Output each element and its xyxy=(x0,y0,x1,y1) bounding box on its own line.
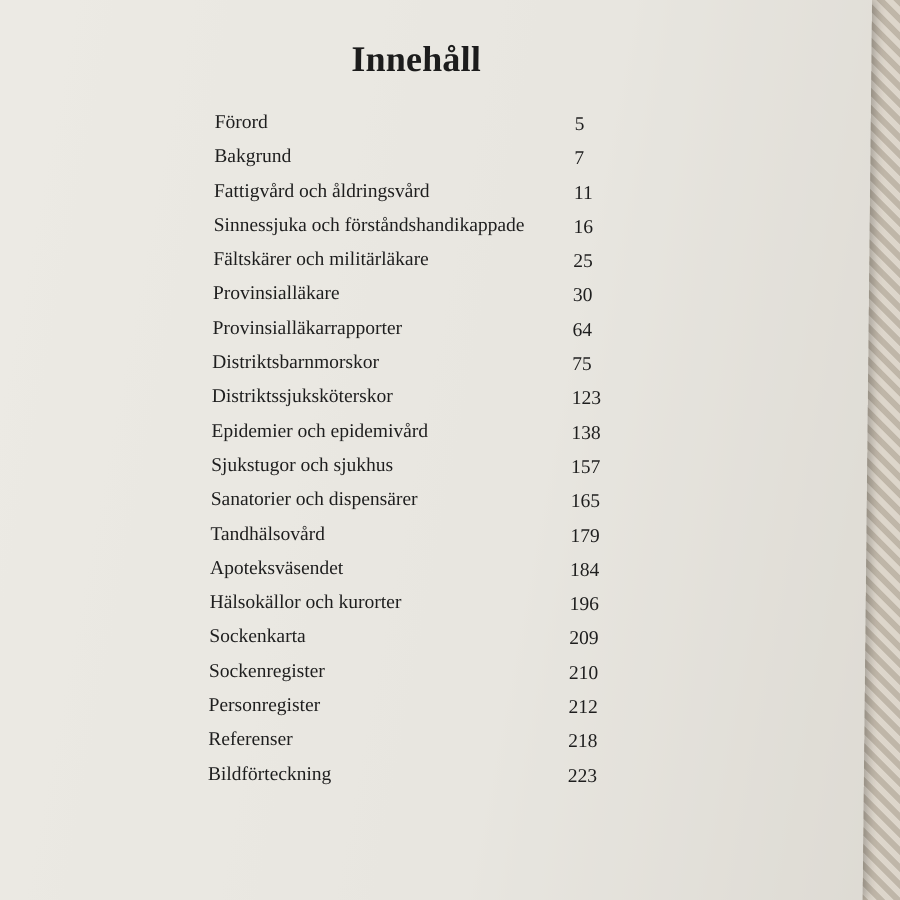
toc-entry-page: 75 xyxy=(572,354,592,376)
toc-entry-title: Tandhälsovård xyxy=(210,523,326,545)
toc-entry xyxy=(210,524,630,558)
toc-entry-title: Referenser xyxy=(208,729,293,751)
toc-entry-title: Sockenregister xyxy=(208,660,325,682)
toc-entry-title: Fältskärer och militärläkare xyxy=(213,249,429,271)
toc-entry-title: Provinsialläkarrapporter xyxy=(212,317,403,339)
toc-entry-page: 223 xyxy=(567,765,598,787)
toc-entry-page: 209 xyxy=(569,628,599,650)
toc-entry-title: Sinnessjuka och förståndshandikappade xyxy=(213,214,525,236)
toc-entry-title: Bildförteckning xyxy=(207,763,332,785)
toc-entry-page: 7 xyxy=(574,148,585,170)
toc-entry-page: 196 xyxy=(569,594,600,616)
toc-entry-title: Sanatorier och dispensärer xyxy=(210,489,418,511)
toc-entry-page: 64 xyxy=(572,319,593,341)
toc-entry-page: 30 xyxy=(572,285,593,307)
toc-entry-title: Distriktssjuksköterskor xyxy=(211,386,393,408)
toc-entry-title: Fattigvård och åldringsvård xyxy=(213,180,430,202)
toc-entry-page: 25 xyxy=(573,251,593,273)
toc-entry-title: Hälsokällor och kurorter xyxy=(209,592,402,614)
toc-entry xyxy=(210,558,630,592)
toc-entry xyxy=(212,386,632,420)
toc-entry-title: Distriktsbarnmorskor xyxy=(212,352,380,374)
toc-entry-title: Förord xyxy=(214,112,268,133)
toc-entry-page: 218 xyxy=(568,731,598,753)
toc-entry-title: Sockenkarta xyxy=(209,626,306,648)
toc-entry-page: 157 xyxy=(570,456,601,478)
toc-entry-page: 16 xyxy=(573,216,594,238)
toc-entry-page: 179 xyxy=(570,525,600,547)
toc-entry-title: Sjukstugor och sjukhus xyxy=(211,454,394,476)
toc-entry-page: 138 xyxy=(571,422,601,444)
toc-entry-title: Provinsialläkare xyxy=(212,283,340,305)
toc-entry-page: 165 xyxy=(570,491,601,513)
toc-entry xyxy=(214,112,634,146)
toc-entry xyxy=(209,626,629,660)
toc-entry-page: 210 xyxy=(568,662,599,684)
toc-entry xyxy=(211,489,631,523)
toc-entry-title: Personregister xyxy=(208,695,321,717)
toc-entry xyxy=(213,283,633,317)
table-of-contents xyxy=(208,112,635,798)
toc-entry xyxy=(209,592,629,626)
toc-entry-title: Apoteksväsendet xyxy=(209,557,344,579)
toc-entry xyxy=(208,764,628,798)
toc-entry xyxy=(214,181,634,215)
toc-entry xyxy=(213,249,633,283)
toc-entry-page: 123 xyxy=(571,388,602,410)
toc-entry xyxy=(208,729,628,763)
toc-entry-page: 212 xyxy=(568,697,598,719)
toc-entry xyxy=(212,352,632,386)
toc-entry-page: 11 xyxy=(573,182,593,204)
toc-entry xyxy=(208,695,628,729)
toc-entry xyxy=(209,661,629,695)
toc-entry-page: 5 xyxy=(574,114,585,135)
toc-entry-title: Epidemier och epidemivård xyxy=(211,420,429,442)
toc-entry-page: 184 xyxy=(569,559,600,581)
toc-entry-title: Bakgrund xyxy=(214,146,292,168)
toc-entry xyxy=(214,146,634,180)
toc-entry xyxy=(212,318,632,352)
page-title: Innehåll xyxy=(351,39,482,80)
toc-entry xyxy=(211,421,631,455)
toc-entry xyxy=(211,455,631,489)
toc-entry xyxy=(213,215,633,249)
